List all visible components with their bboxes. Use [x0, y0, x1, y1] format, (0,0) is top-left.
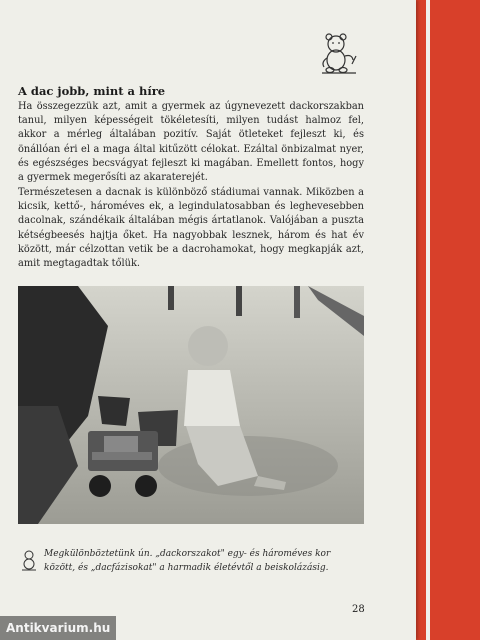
page-number: 28	[352, 604, 365, 615]
paragraph-text: Természetesen a dacnak is különböző stádiumai vannak. Miközben a kicsik, kettő-, hároméves ek, a legindulatosabban és leghevesebben dacolnak, szándékaik általában mégis ártatlanok. Valójában a puszta kétségbeesés hajtja őket. Ha nagyobbak lesznek, három és hat év között, már célzottan vetik be a dacrohamokat, hogy megkapják azt, amit megtagadtak tőlük.	[18, 187, 364, 270]
book-cover-spine	[412, 0, 480, 640]
paragraph-text: Ha összegezzük azt, amit a gyermek az úgynevezett dackorszakban tanul, milyen képességeit tökéletesíti, milyen tudást halmoz fel, akkor a mérleg általában pozitív. Saját ötleteket fejleszt ki, és önállóan éri el a maga által kitűzött célokat. Ezáltal önbizalmat nyer, és egészséges becsvágyat fejleszt ki magában. Emellett fontos, hogy a gyermek megerősíti az akaraterejét.	[18, 101, 364, 184]
teddy-bear-icon	[316, 30, 362, 76]
photo-caption: Megkülönböztetünk ún. „dackorszakot" egy- és hároméves kor között, és „dacfázisokat" a harmadik életévtől a beiskolázásig.	[44, 549, 331, 573]
child-in-sandbox-photo	[18, 286, 364, 524]
paragraph-1	[18, 100, 364, 185]
page-edge	[426, 0, 430, 640]
watermark: Antikvarium.hu	[0, 616, 116, 640]
section-heading: A dac jobb, mint a híre	[18, 84, 166, 98]
small-bear-icon	[20, 549, 38, 571]
paragraph-2	[18, 186, 364, 271]
